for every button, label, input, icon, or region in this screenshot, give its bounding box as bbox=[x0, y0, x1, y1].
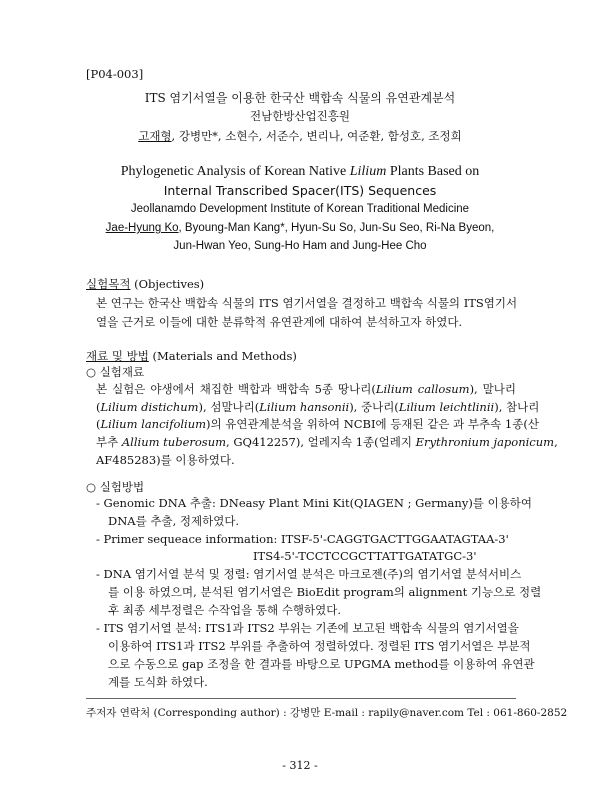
materials-line-2 bbox=[96, 399, 540, 415]
sequencing-line-3: 후 최종 세부정렬은 수작업을 통해 수행하였다. bbox=[108, 603, 342, 617]
objectives-heading-en: (Objectives) bbox=[130, 277, 205, 291]
title-en-genus: Lilium bbox=[349, 164, 387, 179]
methods-heading-en: (Materials and Methods) bbox=[148, 349, 297, 363]
materials-line1-tail: ), 말나리 bbox=[469, 382, 516, 396]
its-analysis-line-2: 이용하여 ITS1과 ITS2 부위를 추출하여 정렬하였다. 정렬된 ITS 염기서열은 부분적 bbox=[108, 639, 531, 653]
corresponding-author-contact: 주저자 연락처 (Corresponding author) : 강병만 E-mail : rapily@naver.com Tel : 061-860-2852 bbox=[86, 707, 568, 719]
dna-extraction-line-1: - Genomic DNA 추출: DNeasy Plant Mini Kit(QIAGEN ; Germany)를 이용하여 bbox=[96, 496, 533, 510]
species-erythronium: Erythronium japonicum bbox=[415, 435, 555, 449]
title-english-line1 bbox=[0, 164, 600, 180]
objectives-line-1: 본 연구는 한국산 백합속 식물의 ITS 염기서열을 결정하고 백합속 식물의 ITS염기서 bbox=[96, 296, 518, 310]
coauthors-korean: , 강병만*, 소현수, 서준수, 변리나, 여준환, 함성호, 조정희 bbox=[171, 129, 462, 143]
coauthors-english: , Byoung-Man Kang*, Hyun-Su So, Jun-Su Seo, Ri-Na Byeon, bbox=[178, 222, 495, 234]
abstract-code: [P04-003] bbox=[86, 67, 144, 81]
species-lancifolium: Lilium lancifolium bbox=[100, 417, 207, 431]
institute-korean: 전남한방산업진흥원 bbox=[250, 109, 350, 123]
objectives-line-2: 열을 근거로 이들에 대한 분류학적 유연관계에 대하여 분석하고자 하였다. bbox=[96, 315, 463, 329]
its-analysis-line-4: 계를 도식화 하였다. bbox=[108, 675, 208, 689]
species-distichum: Lilium distichum bbox=[100, 400, 199, 414]
materials-line2-e: ), 중나리( bbox=[349, 400, 399, 414]
title-en-post: Plants Based on bbox=[386, 164, 480, 179]
materials-line4-e: , bbox=[554, 435, 558, 449]
first-author-english: Jae-Hyung Ko bbox=[105, 222, 179, 234]
title-korean: ITS 염기서열을 이용한 한국산 백합속 식물의 유연관계분석 bbox=[144, 91, 456, 105]
species-callosum: Lilium callosum bbox=[375, 382, 470, 396]
methods-heading bbox=[86, 348, 297, 364]
page-number: - 312 - bbox=[282, 759, 318, 772]
sequencing-line-1: - DNA 염기서열 분석 및 정렬: 염기서열 분석은 마크로젠(주)의 염기서열 분석서비스 bbox=[96, 567, 522, 581]
materials-line-4 bbox=[96, 434, 558, 450]
methods-heading-ko: 재료 및 방법 bbox=[86, 349, 149, 363]
species-leichtlinii: Lilium leichtlinii bbox=[398, 400, 495, 414]
materials-line3-c: )의 유연관계분석을 위하여 NCBI에 등재된 같은 과 부추속 1종(산 bbox=[206, 417, 539, 431]
dna-extraction-line-2: DNA를 추출, 정제하였다. bbox=[108, 514, 240, 528]
primer-line-1: - Primer sequeace information: ITSF-5'-CAGGTGACTTGGAATAGTAA-3' bbox=[96, 532, 509, 546]
its-analysis-line-3: 으로 수동으로 gap 조정을 한 결과를 바탕으로 UPGMA method를 이용하여 유연관 bbox=[108, 657, 535, 671]
authors-english-line2: Jun-Hwan Yeo, Sung-Ho Ham and Jung-Hee Cho bbox=[173, 240, 427, 252]
materials-line4-a: 부추 bbox=[96, 435, 122, 449]
materials-line-1 bbox=[96, 381, 516, 397]
materials-line-5: AF485283)를 이용하였다. bbox=[96, 453, 235, 467]
sequencing-line-2: 를 이용 하였으며, 분석된 염기서열은 BioEdit program의 alignment 기능으로 정렬 bbox=[108, 585, 542, 599]
species-allium: Allium tuberosum bbox=[121, 435, 227, 449]
institute-english: Jeollanamdo Development Institute of Korean Traditional Medicine bbox=[130, 203, 470, 215]
materials-line2-a: ( bbox=[96, 400, 101, 414]
authors-korean bbox=[0, 128, 600, 144]
title-english-line2: Internal Transcribed Spacer(ITS) Sequences bbox=[163, 183, 437, 198]
title-en-pre: Phylogenetic Analysis of Korean Native bbox=[120, 164, 350, 179]
authors-english-line1 bbox=[0, 222, 600, 234]
objectives-heading-ko: 실험목적 bbox=[86, 277, 131, 291]
materials-line4-c: , GQ412257), 얼레지속 1종(얼레지 bbox=[226, 435, 416, 449]
first-author-korean: 고재형 bbox=[138, 129, 172, 143]
method-subheading: ○ 실험방법 bbox=[86, 480, 145, 494]
materials-line3-a: ( bbox=[96, 417, 101, 431]
species-hansonii: Lilium hansonii bbox=[259, 400, 350, 414]
footer-divider bbox=[86, 698, 516, 699]
materials-line-3 bbox=[96, 416, 539, 432]
primer-line-2: ITS4-5'-TCCTCCGCTTATTGATATGC-3' bbox=[253, 549, 477, 563]
materials-subheading: ○ 실험재료 bbox=[86, 365, 145, 379]
materials-line1-text: 본 실험은 야생에서 채집한 백합과 백합속 5종 땅나리( bbox=[96, 382, 376, 396]
materials-line2-c: ), 섬말나리( bbox=[198, 400, 260, 414]
materials-line2-g: ), 참나리 bbox=[494, 400, 540, 414]
its-analysis-line-1: - ITS 염기서열 분석: ITS1과 ITS2 부위는 기존에 보고된 백합속 식물의 염기서열을 bbox=[96, 621, 519, 635]
objectives-heading bbox=[86, 276, 204, 292]
